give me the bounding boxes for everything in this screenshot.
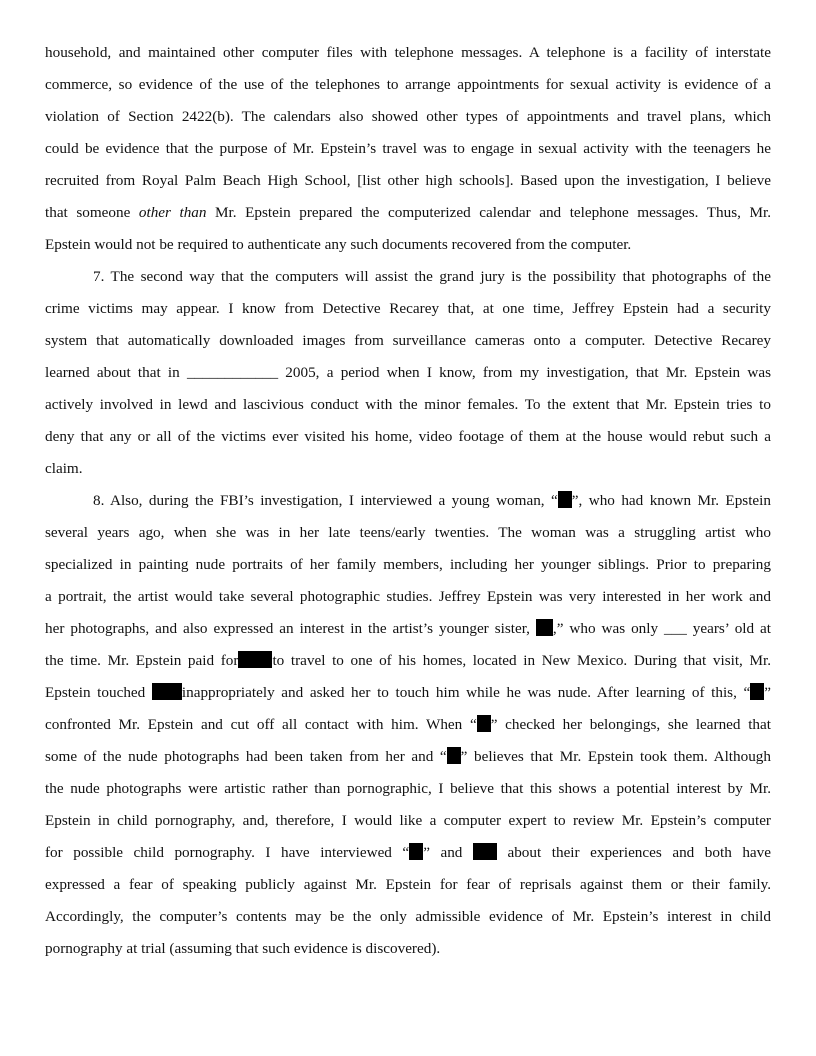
document-page xyxy=(45,37,771,965)
text-line: pornography at trial (assuming that such evidence is discovered). xyxy=(45,940,441,957)
text-segment: the time. Mr. Epstein paid for xyxy=(45,652,239,669)
paragraph-8-first-line xyxy=(45,485,771,517)
text-line: Epstein would not be required to authenticate any such documents recovered from the computer. xyxy=(45,236,632,253)
text-segment: confronted Mr. Epstein and cut off all contact with him. When “ xyxy=(45,716,477,733)
text-line: violation of Section 2422(b). The calendars also showed other types of appointments and travel plans, which xyxy=(45,108,771,125)
text-line xyxy=(45,837,771,869)
text-line: Accordingly, the computer’s contents may be the only admissible evidence of Mr. Epstein’s interest in child xyxy=(45,908,771,925)
paragraph-7-first-line: 7. The second way that the computers will assist the grand jury is the possibility that photographs of the xyxy=(93,268,771,285)
text-line: claim. xyxy=(45,460,83,477)
text-segment: about their experiences and both have xyxy=(496,844,771,861)
redaction-box xyxy=(238,651,272,668)
redaction-box xyxy=(477,715,491,732)
text-line: learned about that in ____________ 2005, a period when I know, from my investigation, that Mr. Epstein was xyxy=(45,364,771,381)
redaction-box xyxy=(558,491,572,508)
text-segment: for possible child pornography. I have interviewed “ xyxy=(45,844,410,861)
text-line: several years ago, when she was in her late teens/early twenties. The woman was a struggling artist who xyxy=(45,524,771,541)
text-line xyxy=(45,741,771,773)
text-segment: that someone xyxy=(45,204,139,221)
text-segment: ” checked her belongings, she learned that xyxy=(490,716,771,733)
text-segment: 8. Also, during the FBI’s investigation, I interviewed a young woman, “ xyxy=(93,492,558,509)
text-line: Epstein in child pornography, and, therefore, I would like a computer expert to review Mr. Epstein’s computer xyxy=(45,812,771,829)
text-line: specialized in painting nude portraits of her family members, including her younger siblings. Prior to preparing xyxy=(45,556,771,573)
text-line: a portrait, the artist would take several photographic studies. Jeffrey Epstein was very interested in her work and xyxy=(45,588,771,605)
text-line: could be evidence that the purpose of Mr. Epstein’s travel was to engage in sexual activity with the teenagers he xyxy=(45,140,771,157)
text-line xyxy=(45,197,771,229)
text-line: recruited from Royal Palm Beach High School, [list other high schools]. Based upon the investigation, I believe xyxy=(45,172,771,189)
text-segment: inappropriately and asked her to touch him while he was nude. After learning of this, “ xyxy=(181,684,751,701)
text-line xyxy=(45,677,771,709)
redaction-box xyxy=(750,683,764,700)
text-line xyxy=(45,709,771,741)
text-line: household, and maintained other computer files with telephone messages. A telephone is a facility of interstate xyxy=(45,44,771,61)
text-segment: Mr. Epstein prepared the computerized calendar and telephone messages. Thus, Mr. xyxy=(206,204,771,221)
text-segment: ” and xyxy=(423,844,473,861)
emphasized-text: other than xyxy=(138,204,207,221)
text-line: deny that any or all of the victims ever visited his home, video footage of them at the house would rebut such a xyxy=(45,428,771,445)
redaction-box xyxy=(447,747,461,764)
text-segment: ,” who was only ___ years’ old at xyxy=(552,620,772,637)
redaction-box xyxy=(473,843,497,860)
redaction-box xyxy=(536,619,553,636)
text-segment: ” xyxy=(764,684,771,701)
text-segment: some of the nude photographs had been taken from her and “ xyxy=(45,748,447,765)
text-segment: Epstein touched xyxy=(45,684,152,701)
text-segment: ”, who had known Mr. Epstein xyxy=(571,492,771,509)
text-segment: ” believes that Mr. Epstein took them. Although xyxy=(460,748,771,765)
text-line xyxy=(45,645,771,677)
text-line: commerce, so evidence of the use of the telephones to arrange appointments for sexual activity is evidence of a xyxy=(45,76,771,93)
text-line: system that automatically downloaded images from surveillance cameras onto a computer. Detective Recarey xyxy=(45,332,771,349)
redaction-box xyxy=(409,843,423,860)
text-segment: her photographs, and also expressed an interest in the artist’s younger sister, xyxy=(45,620,536,637)
text-line xyxy=(45,613,771,645)
text-line: the nude photographs were artistic rather than pornographic, I believe that this shows a potential interest by Mr. xyxy=(45,780,771,797)
redaction-box xyxy=(152,683,182,700)
text-segment: to travel to one of his homes, located in New Mexico. During that visit, Mr. xyxy=(272,652,772,669)
text-line: actively involved in lewd and lascivious conduct with the minor females. To the extent that Mr. Epstein tries to xyxy=(45,396,771,413)
text-line: crime victims may appear. I know from Detective Recarey that, at one time, Jeffrey Epstein had a security xyxy=(45,300,771,317)
text-line: expressed a fear of speaking publicly against Mr. Epstein for fear of reprisals against them or their family. xyxy=(45,876,771,893)
